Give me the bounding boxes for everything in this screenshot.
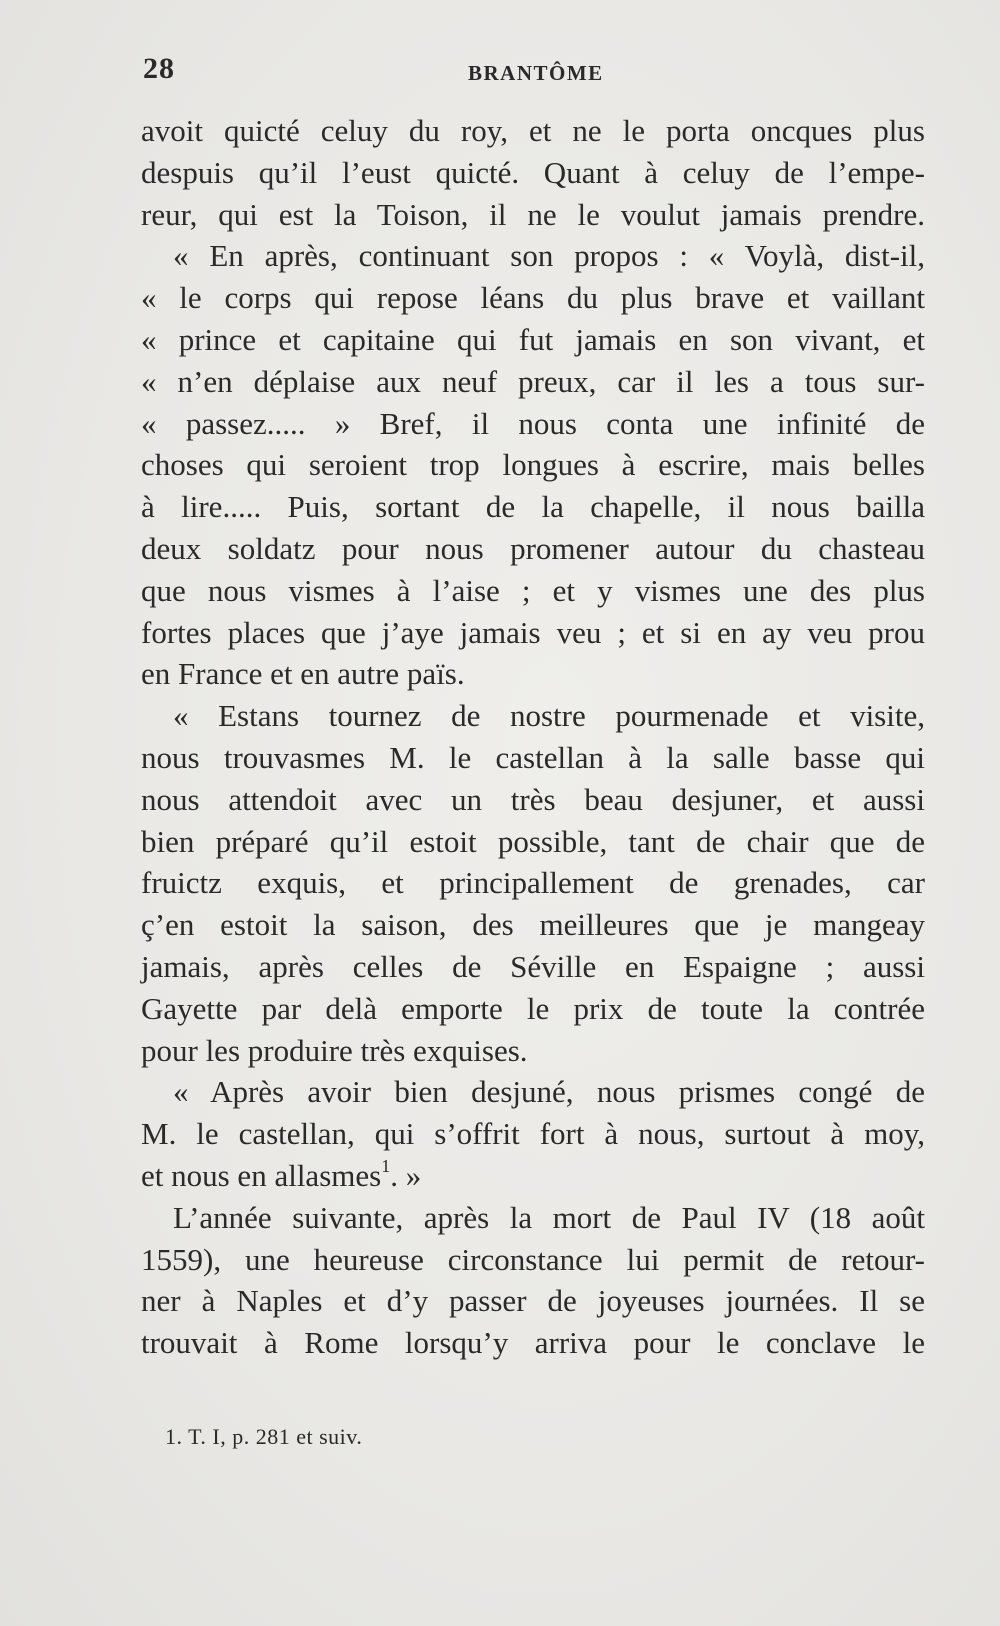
closing-quote: . » xyxy=(390,1157,422,1193)
text-line: « n’en déplaise aux neuf preux, car il les a tous sur- xyxy=(141,363,925,399)
text-line: « passez..... » Bref, il nous conta une infinité de xyxy=(141,405,925,441)
text-line: L’année suivante, après la mort de Paul IV (18 août xyxy=(173,1199,925,1235)
text-line: choses qui seroient trop longues à escrire, mais belles xyxy=(141,447,925,483)
page-header xyxy=(143,52,923,92)
text-line: ç’en estoit la saison, des meilleures que je mangeay xyxy=(141,907,925,943)
text-line: « En après, continuant son propos : « Voylà, dist-il, xyxy=(173,238,925,274)
text-line: reur, qui est la Toison, il ne le voulut jamais prendre. xyxy=(141,196,925,232)
text-line: que nous vismes à l’aise ; et y vismes une des plus xyxy=(141,572,925,608)
footnote-marker: 1 xyxy=(381,1155,391,1176)
text-line: ner à Naples et d’y passer de joyeuses journées. Il se xyxy=(141,1283,925,1319)
text-line-with-footnote xyxy=(141,1155,925,1197)
text-line: « Estans tournez de nostre pourmenade et visite, xyxy=(173,698,925,734)
text-line: « Après avoir bien desjuné, nous prismes congé de xyxy=(173,1074,925,1110)
text-line: despuis qu’il l’eust quicté. Quant à celuy de l’empe- xyxy=(141,154,925,190)
text-line: Gayette par delà emporte le prix de toute la contrée xyxy=(141,990,925,1026)
text-line: et nous en allasmes xyxy=(141,1157,382,1193)
text-line: fruictz exquis, et principallement de grenades, car xyxy=(141,865,925,901)
text-line: jamais, après celles de Séville en Espaigne ; aussi xyxy=(141,948,925,984)
text-line: à lire..... Puis, sortant de la chapelle, il nous bailla xyxy=(141,489,925,525)
text-line: deux soldatz pour nous promener autour du chasteau xyxy=(141,530,925,566)
text-line: pour les produire très exquises. xyxy=(141,1032,528,1068)
text-line: bien préparé qu’il estoit possible, tant de chair que de xyxy=(141,823,925,859)
text-line: nous attendoit avec un très beau desjuner, et aussi xyxy=(141,781,925,817)
text-line: 1559), une heureuse circonstance lui permit de retour- xyxy=(141,1241,925,1277)
text-line: nous trouvasmes M. le castellan à la salle basse qui xyxy=(141,739,925,775)
text-line: « prince et capitaine qui fut jamais en son vivant, et xyxy=(141,321,925,357)
text-line: « le corps qui repose léans du plus brave et vaillant xyxy=(141,280,925,316)
text-line: trouvait à Rome lorsqu’y arriva pour le conclave le xyxy=(141,1325,925,1361)
page-number: 28 xyxy=(143,52,175,85)
text-line: M. le castellan, qui s’offrit fort à nous, surtout à moy, xyxy=(141,1116,925,1152)
text-line: en France et en autre païs. xyxy=(141,656,465,692)
text-line: avoit quicté celuy du roy, et ne le porta oncques plus xyxy=(141,113,925,148)
footnote: 1. T. I, p. 281 et suiv. xyxy=(165,1424,363,1449)
text-line: fortes places que j’aye jamais veu ; et si en ay veu prou xyxy=(141,614,925,650)
running-head: BRANTÔME xyxy=(468,61,604,85)
body-text xyxy=(141,110,925,1364)
